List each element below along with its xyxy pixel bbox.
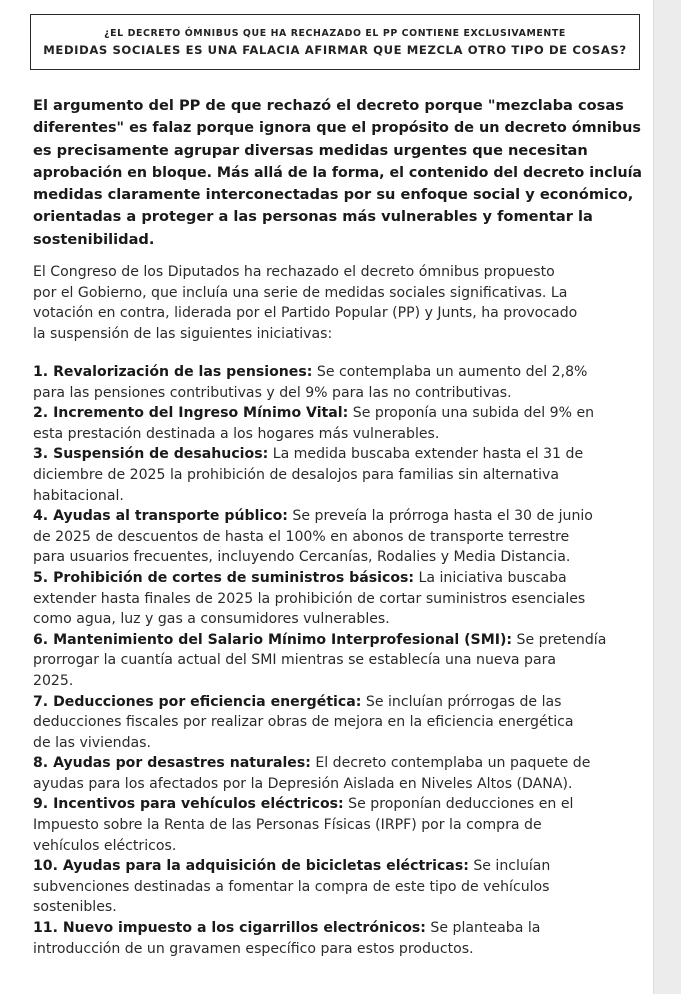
measure-line <box>33 897 645 918</box>
measure-item <box>33 568 645 630</box>
measure-description: de 2025 de descuentos de hasta el 100% en abonos de transporte terrestre <box>33 528 570 545</box>
intro-line: El Congreso de los Diputados ha rechazado el decreto ómnibus propuesto <box>33 264 555 280</box>
measure-description: 2025. <box>33 672 74 689</box>
measure-line <box>33 506 645 527</box>
measure-line <box>33 877 645 898</box>
measure-item <box>33 362 645 403</box>
measure-description: Impuesto sobre la Renta de las Personas Físicas (IRPF) por la compra de <box>33 817 542 834</box>
measure-title: 4. Ayudas al transporte público: <box>33 508 288 525</box>
measure-line <box>33 815 645 836</box>
measure-description: Se incluían prórrogas de las <box>361 693 562 710</box>
measure-title: 1. Revalorización de las pensiones: <box>33 364 313 380</box>
summary-line: El argumento del PP de que rechazó el decreto porque "mezclaba cosas <box>33 97 624 114</box>
question-text <box>43 26 626 58</box>
measure-description: sostenibles. <box>33 899 117 916</box>
measure-line <box>33 609 645 630</box>
measure-item <box>33 753 645 794</box>
measure-item <box>33 403 645 444</box>
measure-description: Se pretendía <box>512 631 607 648</box>
intro-line: la suspensión de las siguientes iniciativas: <box>33 326 333 343</box>
measure-title: 5. Prohibición de cortes de suministros básicos: <box>33 569 415 586</box>
measure-description: para usuarios frecuentes, incluyendo Cercanías, Rodalies y Media Distancia. <box>33 549 571 566</box>
intro-line: por el Gobierno, que incluía una serie de medidas sociales significativas. La <box>33 284 568 301</box>
measure-description: como agua, luz y gas a consumidores vulnerables. <box>33 611 390 628</box>
measure-description: deducciones fiscales por realizar obras de mejora en la eficiencia energética <box>33 714 574 731</box>
question-line: ¿EL DECRETO ÓMNIBUS QUE HA RECHAZADO EL PP CONTIENE EXCLUSIVAMENTE <box>104 28 566 39</box>
measure-line <box>33 383 645 404</box>
measure-line <box>33 939 645 960</box>
question-box <box>30 14 640 70</box>
measure-title: 9. Incentivos para vehículos eléctricos: <box>33 796 344 813</box>
measure-line <box>33 403 645 424</box>
measure-line <box>33 465 645 486</box>
measure-item <box>33 692 645 754</box>
measure-line <box>33 630 645 651</box>
measure-description: Se contemplaba un aumento del 2,8% <box>312 364 588 380</box>
measure-description: extender hasta finales de 2025 la prohibición de cortar suministros esenciales <box>33 590 586 607</box>
measure-line <box>33 774 645 795</box>
measure-line <box>33 589 645 610</box>
summary-line: sostenibilidad. <box>33 230 155 248</box>
measure-line <box>33 836 645 857</box>
measure-description: Se planteaba la <box>425 920 541 937</box>
measure-item <box>33 444 645 506</box>
measure-title: 10. Ayudas para la adquisición de bicicletas eléctricas: <box>33 858 469 875</box>
measure-item <box>33 794 645 856</box>
measure-description: esta prestación destinada a los hogares más vulnerables. <box>33 425 440 442</box>
question-line: MEDIDAS SOCIALES ES UNA FALACIA AFIRMAR QUE MEZCLA OTRO TIPO DE COSAS? <box>43 43 627 57</box>
intro-paragraph <box>33 262 645 345</box>
measure-description: Se preveía la prórroga hasta el 30 de junio <box>287 508 593 525</box>
measure-description: ayudas para los afectados por la Depresión Aislada en Niveles Altos (DANA). <box>33 775 573 792</box>
summary-line: aprobación en bloque. Más allá de la forma, el contenido del decreto incluía <box>33 164 643 181</box>
measure-description: subvenciones destinadas a fomentar la compra de este tipo de vehículos <box>33 878 550 895</box>
measure-item <box>33 918 645 959</box>
measure-line <box>33 856 645 877</box>
measure-line <box>33 692 645 713</box>
measure-title: 8. Ayudas por desastres naturales: <box>33 755 311 772</box>
measure-line <box>33 568 645 589</box>
measure-description: introducción de un gravamen específico para estos productos. <box>33 940 474 957</box>
measure-description: diciembre de 2025 la prohibición de desalojos para familias sin alternativa <box>33 466 560 483</box>
measure-description: Se proponían deducciones en el <box>343 796 574 813</box>
measure-description: habitacional. <box>33 487 124 504</box>
summary-line: medidas claramente interconectadas por su enfoque social y económico, <box>33 186 634 204</box>
intro-line: votación en contra, liderada por el Partido Popular (PP) y Junts, ha provocado <box>33 305 578 322</box>
measure-line <box>33 733 645 754</box>
measure-title: 7. Deducciones por eficiencia energética: <box>33 693 362 710</box>
measure-description: El decreto contemplaba un paquete de <box>310 755 591 772</box>
measure-line <box>33 362 645 383</box>
measure-line <box>33 650 645 671</box>
measure-description: para las pensiones contributivas y del 9% para las no contributivas. <box>33 384 512 401</box>
measure-description: prorrogar la cuantía actual del SMI mientras se establecía una nueva para <box>33 652 557 669</box>
measure-line <box>33 444 645 465</box>
summary-line: diferentes" es falaz porque ignora que el propósito de un decreto ómnibus <box>33 120 641 137</box>
measure-description: La iniciativa buscaba <box>414 569 567 586</box>
measure-item <box>33 856 645 918</box>
measure-description: vehículos eléctricos. <box>33 837 177 854</box>
measure-description: Se incluían <box>468 858 551 875</box>
measure-line <box>33 753 645 774</box>
summary-paragraph <box>33 95 645 251</box>
measure-title: 2. Incremento del Ingreso Mínimo Vital: <box>33 405 349 422</box>
measure-line <box>33 671 645 692</box>
measure-title: 11. Nuevo impuesto a los cigarrillos electrónicos: <box>33 920 426 937</box>
measure-line <box>33 918 645 939</box>
measure-line <box>33 794 645 815</box>
measure-description: de las viviendas. <box>33 734 151 751</box>
measure-line <box>33 486 645 507</box>
measure-title: 3. Suspensión de desahucios: <box>33 446 269 463</box>
summary-line: orientadas a proteger a las personas más vulnerables y fomentar la <box>33 208 593 226</box>
measure-item <box>33 630 645 692</box>
measure-item <box>33 506 645 568</box>
measure-description: Se proponía una subida del 9% en <box>348 405 595 422</box>
measures-list <box>33 362 645 959</box>
page-margin-strip <box>654 0 681 994</box>
measure-line <box>33 527 645 548</box>
measure-line <box>33 424 645 445</box>
summary-line: es precisamente agrupar diversas medidas urgentes que necesitan <box>33 141 588 159</box>
measure-title: 6. Mantenimiento del Salario Mínimo Interprofesional (SMI): <box>33 631 513 648</box>
measure-line <box>33 547 645 568</box>
measure-description: La medida buscaba extender hasta el 31 de <box>268 446 584 463</box>
measure-line <box>33 712 645 733</box>
